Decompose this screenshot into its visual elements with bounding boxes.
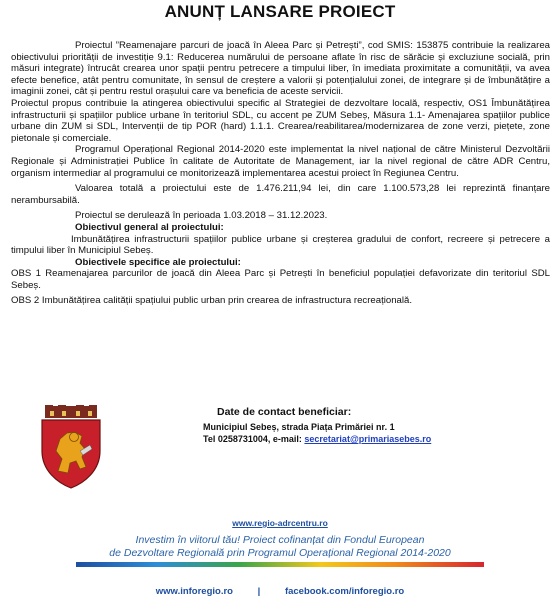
general-objective-text: Imbunătățirea infrastructurii spațiilor publice urbane și creșterea gradului de confort, recreere și petrecere a timpului liber în Municipiul Sebeș.: [11, 233, 550, 257]
paragraph-project-intro: Proiectul ”Reamenajare parcuri de joacă în Aleea Parc și Petrești”, cod SMIS: 153875 contribuie la realizarea obiectivului priorității de investiție 9.1: Reducerea numărului de persoane aflate în risc de sărăcie și excluziune socială, prin măsuri integrate) întrucât crearea unor spații pentru petrecere a timpului liber, în imediata proximitate a comunității, va avea efecte benefice, atât pentru comunitate, în sensul de creștere a valorii și potențialului zonei, de integrare și de îmbunătățire a imaginii zonei, cât și pentru restul orașului care va beneficia de aceste servicii.: [11, 40, 550, 98]
contact-heading: Date de contact beneficiar:: [217, 406, 352, 418]
footer-separator: |: [257, 586, 261, 597]
contact-phone-line: [203, 433, 543, 446]
contact-email-link[interactable]: secretariat@primariasebes.ro: [304, 434, 432, 444]
inforegio-facebook-link[interactable]: facebook.com/inforegio.ro: [284, 586, 405, 597]
slogan-line-2: de Dezvoltare Regională prin Programul Operațional Regional 2014-2020: [109, 547, 451, 559]
contact-phone: Tel 0258731004, e-mail:: [203, 434, 305, 444]
page-title: ANUNȚ LANSARE PROIECT: [164, 2, 396, 21]
announcement-body: [11, 40, 550, 307]
paragraph-period: Proiectul se derulează în perioada 1.03.2018 – 31.12.2023.: [75, 210, 328, 222]
paragraph-value: Valoarea totală a proiectului este de 1.476.211,94 lei, din care 1.100.573,28 lei reprezintă finanțare nerambursabilă.: [11, 183, 550, 206]
specific-objective-1: OBS 1 Reamenajarea parcurilor de joacă din Aleea Parc și Petrești în beneficiul populației defavorizate din teritoriul SDL Sebeș.: [11, 268, 550, 291]
paragraph-program: Programul Operațional Regional 2014-2020 este implementat la nivel național de către Ministerul Dezvoltării Regionale și Administrației Publice în calitate de Autoritate de Management, iar la nivel regional de către ADR Centru, organism intermediar al programului ce monitorizează implementarea acestui proiect în Regiunea Centru.: [11, 144, 550, 179]
regio-url-link[interactable]: www.regio-adrcentru.ro: [232, 518, 328, 528]
general-objective-heading: Obiectivul general al proiectului:: [75, 221, 224, 233]
inforegio-web-link[interactable]: www.inforegio.ro: [155, 586, 233, 597]
specific-objectives-heading: Obiectivele specifice ale proiectului:: [75, 256, 241, 268]
color-stripe: [76, 562, 484, 567]
city-coat-of-arms-icon: [36, 405, 106, 489]
contact-block: [203, 406, 543, 446]
specific-objective-2: OBS 2 Imbunătățirea calității spațiului public urban prin crearea de infrastructura recreațională.: [11, 295, 413, 307]
contact-address: Municipiul Sebeș, strada Piața Primăriei nr. 1: [203, 421, 395, 432]
slogan-line-1: Investim în viitorul tău! Proiect cofinanțat din Fondul European: [135, 534, 425, 546]
paragraph-strategy: Proiectul propus contribuie la atingerea obiectivului specific al Strategiei de dezvoltare locală, respectiv, OS1 Îmbunătățirea infrastructurii și spațiilor publice urbane în teritoriul SDL, cu accent pe ZUM Sebeș, Măsura 1.1- Amenajarea spațiilor publice urbane din ZUM si SDL, Intervenții de tip POR (hard) 1.1.1. Crearea/reabilitarea/modernizarea de zone verzi, piețete, zone pietonale și comerciale.: [11, 97, 550, 144]
funding-slogan: [0, 534, 560, 560]
footer-links: [0, 586, 560, 597]
